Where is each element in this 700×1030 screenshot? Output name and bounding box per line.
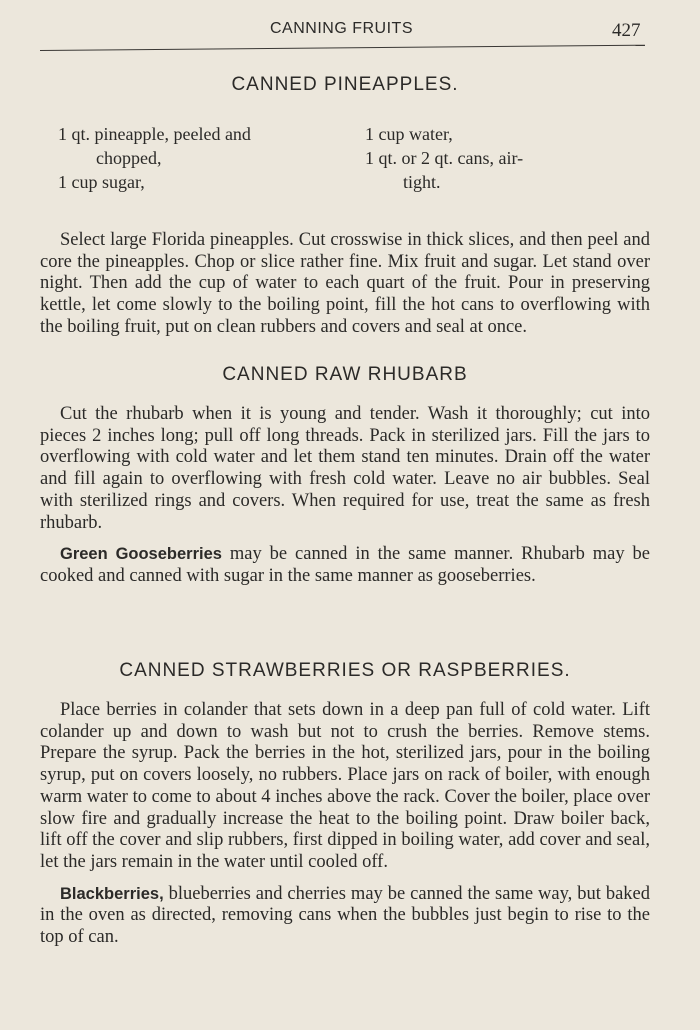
ingredient-list <box>40 122 650 192</box>
ingredient-column-right <box>365 122 625 194</box>
running-head <box>0 20 700 44</box>
paragraph-pineapples: Select large Florida pineapples. Cut crosswise in thick slices, and then peel and core the pineapples. Chop or slice rather fine. Mix fruit and sugar. Let stand over night. Then add the cup of water to each quart of the fruit. Pour in preserving kettle, let come slowly to the boiling point, fill the hot cans to overflowing with the boiling fruit, put on clean rubbers and covers and seal at once. <box>40 230 650 337</box>
run-in-heading: Green Gooseberries <box>60 545 222 564</box>
section-strawberries <box>40 660 650 949</box>
ingredient-item-continued: tight. <box>403 172 441 192</box>
section-pineapples <box>40 74 650 339</box>
section-rhubarb <box>40 364 650 588</box>
paragraph-gooseberries <box>40 544 650 587</box>
ingredient-item: 1 qt. or 2 qt. cans, air- <box>365 148 524 168</box>
ingredient-item: 1 cup sugar, <box>58 172 145 192</box>
run-in-heading: Blackberries, <box>60 884 164 903</box>
ingredient-column-left <box>58 122 338 194</box>
paragraph-text: blueberries and cherries may be canned the same way, but baked in the oven as directed, removing cans when the bubbles just begin to rise to the top of can. <box>40 883 650 948</box>
header-rule <box>40 45 645 51</box>
ingredient-item: 1 cup water, <box>365 124 453 144</box>
running-title: CANNING FRUITS <box>270 20 413 37</box>
paragraph-blackberries <box>40 884 650 949</box>
ingredient-item-continued: chopped, <box>96 148 162 168</box>
ingredient-item: 1 qt. pineapple, peeled and <box>58 124 251 144</box>
heading-rhubarb: CANNED RAW RHUBARB <box>222 364 468 385</box>
paragraph-rhubarb: Cut the rhubarb when it is young and tender. Wash it thoroughly; cut into pieces 2 inches long; pull off long threads. Pack in sterilized jars. Fill the jars to overflowing with cold water and let them stand ten minutes. Drain off the water and fill again to overflowing with fresh cold water. Leave no air bubbles. Seal with sterilized rings and covers. When required for use, treat the same as fresh rhubarb. <box>40 404 650 533</box>
paragraph-strawberries: Place berries in colander that sets down in a deep pan full of cold water. Lift colander up and down to wash but not to crush the berries. Remove stems. Prepare the syrup. Pack the berries in the hot, sterilized jars, pour in the boiling syrup, put on covers loosely, no rubbers. Place jars on rack of boiler, with enough warm water to come to about 4 inches above the rack. Cover the boiler, place over slow fire and gradually increase the heat to the boiling point. Draw boiler back, lift off the cover and slip rubbers, first dipped in boiling water, add cover and seal, let the jars remain in the water until cooled off. <box>40 700 650 872</box>
paragraph-text: may be canned in the same manner. Rhubarb may be cooked and canned with sugar in the same manner as gooseberries. <box>40 544 650 586</box>
heading-strawberries: CANNED STRAWBERRIES OR RASPBERRIES. <box>119 660 571 681</box>
page-number: 427 <box>612 20 641 41</box>
heading-pineapples: CANNED PINEAPPLES. <box>231 74 459 95</box>
